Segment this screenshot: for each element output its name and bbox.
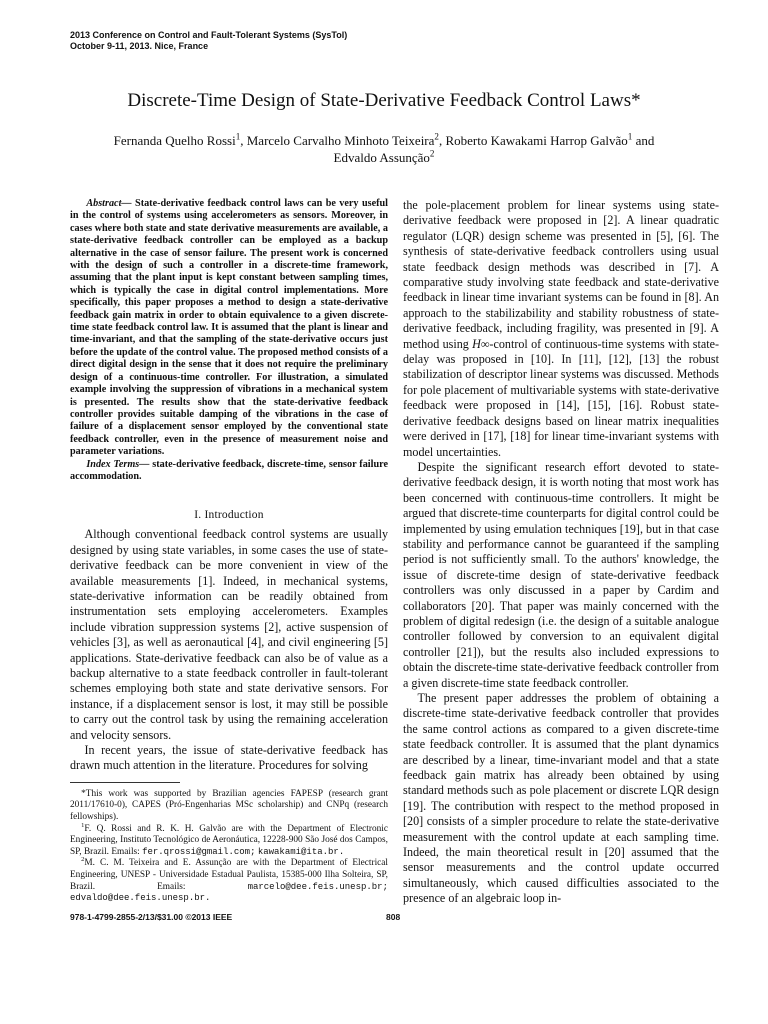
abstract	[70, 198, 388, 459]
index-terms	[70, 459, 388, 484]
paragraph-text: the pole-placement problem for linear systems using state-derivative feedback were proposed in [2]. A linear quadratic regulator (LQR) design scheme was presented in [5], [6]. The synthesis of state-derivative feedback controllers using usual state feedback design methods was described in [7]. A comparative study involving state feedback and state-derivative feedback in linear time invariant systems can be found in [8]. An approach to the stabilizability and stability robustness of state-derivative feedback, including fragility, was presented in [9]. A method using	[403, 198, 719, 351]
footnote-affiliation-2	[70, 858, 388, 904]
author-name: , Roberto Kawakami Harrop Galvão	[438, 133, 628, 148]
page-number: 808	[386, 912, 401, 922]
author-name: , Marcelo Carvalho Minhoto Teixeira	[240, 133, 435, 148]
paragraph: Although conventional feedback control systems are usually designed by using state variables, in some cases the use of state-derivative feedback can be more convenient in view of the available measurements [1]. Indeed, in mechanical systems, state-derivative information can be readily obtained from instrumentation sets employing accelerometers. Examples include vibration suppression systems [2], active suspension of vehicles [3], as well as aeronautical [4], and civil engineering [5] applications. State-derivative feedback can also be of value as a backup alternative to a state feedback controller in fault-tolerant schemes employing both state and state derivative sensors. For instance, if a displacement sensor is lost, it may still be possible to carry out the control task by using the remaining acceleration and velocity sensors.	[70, 527, 388, 742]
footnote-text: F. Q. Rossi and R. K. H. Galvão are with the Department of Electronic Engineering, Instituto Tecnológico de Aeronáutica, 12228-900 São José dos Campos, SP, Brazil. Emails:	[70, 823, 388, 857]
author-name: Edvaldo Assunção	[333, 150, 430, 165]
conference-name: 2013 Conference on Control and Fault-Tolerant Systems (SysTol)	[70, 30, 348, 40]
affiliation-mark: 1	[627, 131, 633, 142]
conference-date: October 9-11, 2013. Nice, France	[70, 41, 209, 51]
index-terms-text: state-derivative feedback, discrete-time, sensor failure accommodation.	[70, 458, 388, 482]
email-link[interactable]: edvaldo@dee.feis.unesp.br.	[70, 893, 211, 904]
email-link[interactable]: kawakami@ita.br.	[257, 846, 345, 857]
affiliation-mark: 2	[429, 148, 435, 159]
paragraph-text: -control of continuous-time systems with state-delay was proposed in [10]. In [11], [12], [13] the robust stabilization of descriptor linear systems was discussed. Methods for pole placement of multivariable systems with state-derivative feedback were proposed in [14], [15], [16]. Robust state-derivative feedback designs based on linear matrix inequalities were derived in [17], [18] for linear time-invariant systems with model uncertainties.	[403, 336, 719, 459]
author-list	[40, 132, 728, 166]
abstract-text: State-derivative feedback control laws can be very useful in the control of systems using accelerometers as sensors. Moreover, in cases where both state and state derivative measurements are available, a state-derivative feedback controller can be employed as a backup alternative in the case of sensor failure. The present work is concerned with the design of such a controller in a discrete-time framework, assuming that the plant input is kept constant between sampling times, which is typically the case in digital control implementations. More specifically, this paper proposes a method to design a state-derivative feedback gain matrix in order to obtain equivalence to a given discrete-time state feedback control law. It is assumed that the plant is linear and time-invariant, and that the sampling of the state-derivative occurs just before the update of the control value. The proposed method consists of a direct digital design in the sense that it does not require the preliminary design of a continuous-time controller. For illustration, a simulated example involving the suppression of vibrations in a mechanical system is presented. The results show that the state-derivative feedback controller provides suitable damping of the vibrations in the case of failure of a displacement sensor employed by the conventional state feedback controller, even in the presence of measurement noise and parameter variations.	[70, 198, 388, 458]
footnote-funding: *This work was supported by Brazilian agencies FAPESP (research grant 2011/17610-0), CAPES (Pró-Engenharias MSc scholarship) and CNPq (research fellowships).	[70, 788, 388, 823]
paragraph: In recent years, the issue of state-derivative feedback has drawn much attention in the literature. Procedures for solving	[70, 743, 388, 773]
left-column	[70, 198, 388, 905]
math-symbol: H∞	[472, 336, 490, 351]
copyright-footer: 978-1-4799-2855-2/13/$31.00 ©2013 IEEE	[70, 912, 233, 922]
paragraph: The present paper addresses the problem of obtaining a discrete-time state-derivative feedback controller that provides the same control actions as compared to a given discrete-time state feedback controller. It is assumed that the plant dynamics are described by a linear, time-invariant model and that a state feedback gain matrix has already been obtained by using standard methods such as pole placement or discrete LQR design [19]. The contribution with respect to the method proposed in [20] consists of a simpler procedure to relate the state-derivative measurement with the control update at each sampling time. Indeed, the main theoretical result in [20] assumed that the sensor measurements and the control update occurred simultaneously, which caused difficulties associated to the presence of an algebraic loop in-	[403, 691, 719, 906]
paragraph	[403, 198, 719, 460]
paragraph: Despite the significant research effort devoted to state-derivative feedback design, it is worth noting that most work has been concerned with continuous-time controllers. It might be argued that discrete-time counterparts for digital control could be implemented by using emulation techniques [19], but in that case stability and performance cannot be guaranteed if the sampling period is not sufficiently small. To the authors' knowledge, the issue of discrete-time design of state-derivative feedback controllers was only discussed in a paper by Cardim and collaborators [20]. That paper was mainly concerned with the problem of digital redesign (i.e. the design of a suitable analogue controller followed by conversion to an equivalent digital controller [21]), but the results also included expressions to obtain the discrete-time state-derivative feedback controller from a given discrete-time state feedback controller.	[403, 459, 719, 690]
affiliation-mark: 1	[235, 131, 241, 142]
conference-header	[70, 30, 347, 52]
index-terms-label: Index Terms—	[86, 458, 150, 470]
paper-title: Discrete-Time Design of State-Derivative Feedback Control Laws*	[127, 90, 641, 111]
footnote-divider	[70, 782, 180, 783]
section-heading: I. Introduction	[194, 509, 264, 522]
affiliation-mark: 2	[434, 131, 439, 142]
email-link[interactable]: marcelo@dee.feis.unesp.br;	[247, 881, 388, 892]
author-conjunction: and	[632, 133, 655, 148]
email-link[interactable]: fer.qrossi@gmail.com;	[142, 846, 256, 857]
footnote-mark: 2	[81, 856, 85, 864]
footnote-mark: 1	[81, 821, 85, 829]
author-name: Fernanda Quelho Rossi	[113, 133, 236, 148]
abstract-label: Abstract—	[86, 198, 132, 209]
footnote-affiliation-1	[70, 821, 388, 859]
right-column	[403, 198, 719, 907]
footnote-text: M. C. M. Teixeira and E. Assunção are with the Department of Electrical Engineering, UNESP - Universidade Estadual Paulista, 15385-000 Ilha Solteira, SP, Brazil. Emails:	[70, 858, 388, 892]
